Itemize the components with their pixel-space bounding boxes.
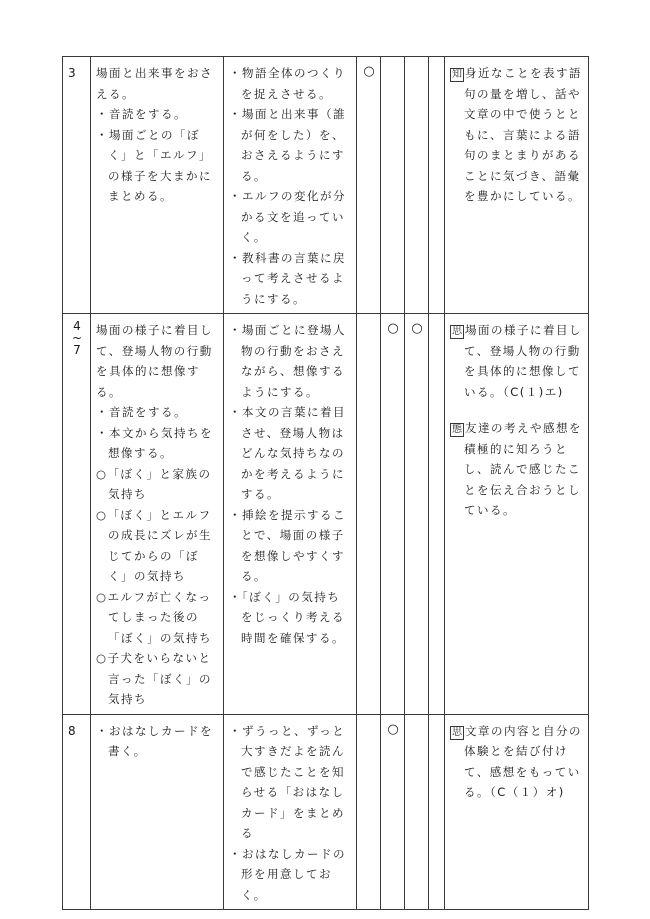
evaluation-cell [445,714,589,910]
spacer-cell [429,714,445,910]
learning-activity-cell: 場面と出来事をおさえる。 ・音読をする。 ・場面ごとの「ぼく」と「エルフ」の様子を大まかにまとめる。 [91,57,224,314]
evaluation-cell [445,57,589,314]
knowledge-mark-cell [357,714,381,910]
evaluation-cell [445,314,589,715]
attitude-mark-cell [405,714,429,910]
attitude-mark-cell: ○ [405,314,429,715]
knowledge-mark-cell: ○ [357,57,381,314]
thinking-tag: 思 [452,726,462,738]
table-row [63,714,589,910]
lesson-number: 4 ~ 7 [63,314,91,715]
thinking-tag: 思 [452,326,462,337]
attitude-mark-cell [405,57,429,314]
thinking-mark-cell [381,57,405,314]
lesson-number: 8 [63,714,91,910]
teacher-support-cell: ・場面ごとに登場人物の行動をおさえながら、想像するようにする。 ・本文の言葉に着目させ、登場人物はどんな気持ちなのかを考えるようにする。 ・挿絵を提示することで、場面の様子を想像しやすくする。 ・「ぼく」の気持ちをじっくり考える時間を確保する。 [224,314,357,715]
thinking-mark-cell: ○ [381,714,405,910]
spacer-cell [429,57,445,314]
table-row [63,314,589,715]
knowledge-mark-cell [357,314,381,715]
learning-activity-cell: ・おはなしカードを書く。 [91,714,224,910]
evaluation-text: 身近なことを表す語句の量を増し、話や文章の中で使うとともに、言葉による語句のまとまりがあることに気づき、語彙を豊かにしている。 [464,66,582,203]
evaluation-text: 文章の内容と自分の体験とを結び付けて、感想をもっている。（C（１）オ) [464,723,582,799]
attitude-tag: 態 [452,424,462,435]
teacher-support-cell: ・物語全体のつくりを捉えさせる。 ・場面と出来事（誰が何をした）を、おさえるようにする。 ・エルフの変化が分かる文を追っていく。 ・教科書の言葉に戻って考えさせるようにする。 [224,57,357,314]
knowledge-tag: 知 [452,69,462,80]
teacher-support-cell: ・ずうっと、ずっと大すきだよを読んで感じたことを知らせる「おはなしカード」をまとめる ・おはなしカードの形を用意しておく。 [224,714,357,910]
evaluation-text: 友達の考えや感想を積極的に知ろうとし、読んで感じたことを伝え合おうとしている。 [464,421,582,517]
lesson-plan-table [62,56,589,910]
lesson-number: 3 [63,57,91,314]
thinking-mark-cell: ○ [381,314,405,715]
spacer-cell [429,314,445,715]
learning-activity-cell: 場面の様子に着目して、登場人物の行動を具体的に想像する。 ・音読をする。 ・本文から気持ちを想像する。 ○「ぼく」と家族の気持ち ○「ぼく」とエルフの成長にズレが生じてからの「ぼく」の気持ち ○エルフが亡くなってしまった後の「ぼく」の気持ち ○子犬をいらないと言った「ぼく」の気持ち [91,314,224,715]
table-row [63,57,589,314]
evaluation-text: 場面の様子に着目して、登場人物の行動を具体的に想像している。（C(１)エ) [464,323,582,399]
